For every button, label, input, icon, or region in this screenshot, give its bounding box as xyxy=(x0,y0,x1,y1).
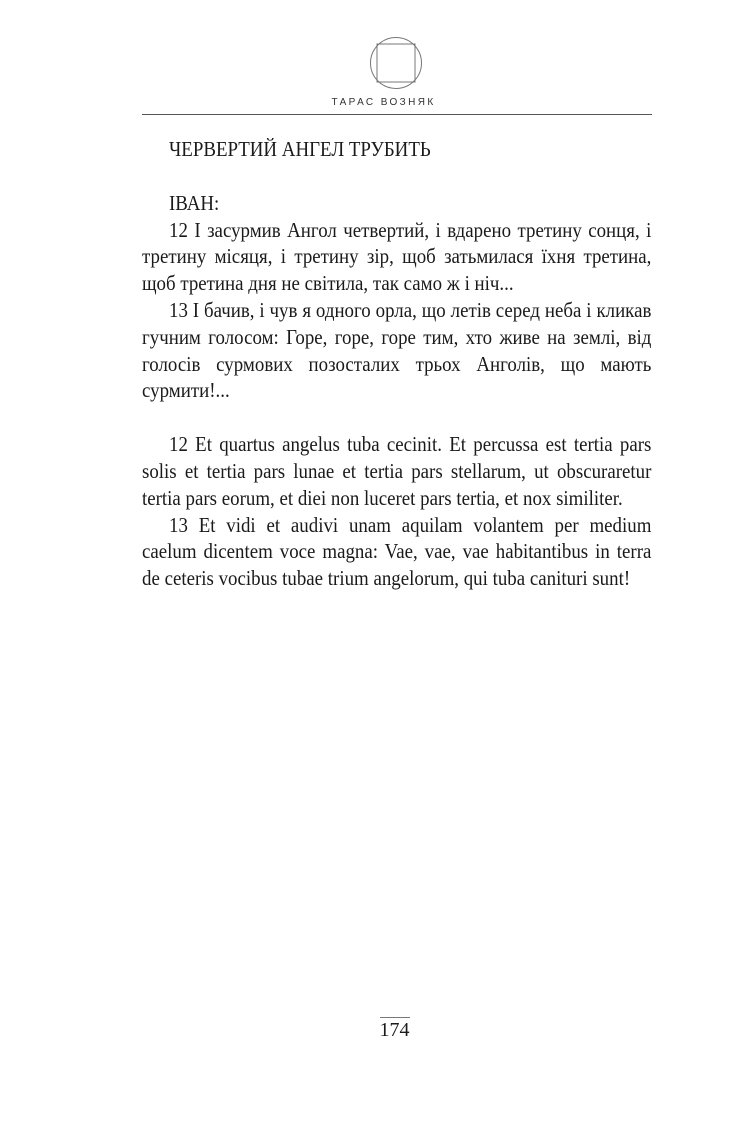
running-head: ТАРАС ВОЗНЯК xyxy=(331,97,436,108)
verse-latin-12: 12 Et quartus angelus tuba cecinit. Et percussa est tertia pars solis et tertia pars lunae et tertia pars stellarum, ut obscuraretur tertia pars eorum, et diei non luceret pars tertia, et nox similiter. xyxy=(142,432,652,510)
main-text xyxy=(142,136,652,592)
verse-ukrainian-12: 12 І засурмив Ангол четвертий, і вдарено третину сонця, і третину місяця, і третину зір, щоб затьмилася їхня третина, щоб третина дня не світила, так само ж і ніч... xyxy=(142,217,652,296)
verse-latin-13: 13 Et vidi et audivi unam aquilam volantem per medium caelum dicentem voce magna: Vae, vae, vae habitantibus in terra de ceteris vocibus tubae trium angelorum, qui tuba caniturі sunt! xyxy=(142,512,652,591)
page-number-text: 174 xyxy=(379,1019,410,1041)
paragraph-gap xyxy=(142,404,601,431)
speaker-label: ІВАН: xyxy=(169,190,220,215)
header-rule xyxy=(142,114,652,115)
section-heading: ЧЕРВЕРТИЙ АНГЕЛ ТРУБИТЬ xyxy=(169,137,431,161)
verse-ukrainian-13: 13 І бачив, і чув я одного орла, що летів серед неба і кликав гучним голосом: Горе, горе, горе тим, хто живе на землі, від голосів сурмових позосталих трьох Анголів, що мають сурмити!... xyxy=(142,297,652,403)
circle-square-emblem-icon xyxy=(369,36,423,90)
page-number xyxy=(0,1017,737,1042)
